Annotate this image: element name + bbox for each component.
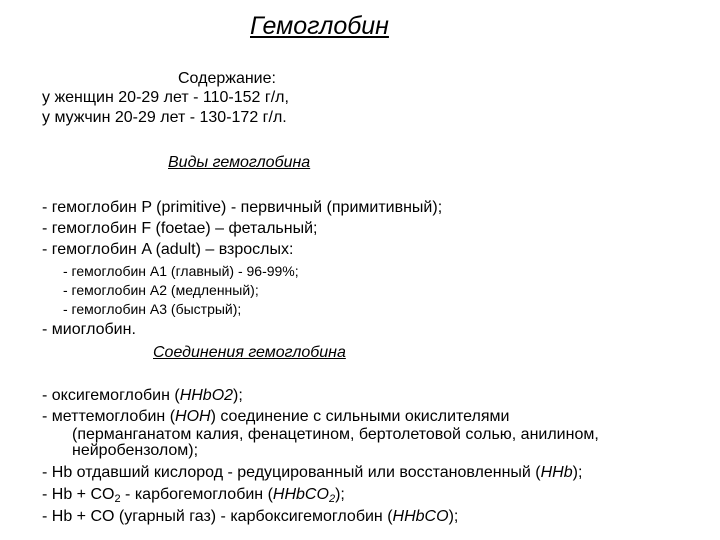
compound-carboxyhemoglobin: - Hb + CO (угарный газ) - карбоксигемоглобин (HHbCO); [42, 508, 459, 525]
types-item-adult: - гемоглобин A (adult) – взрослых: [42, 241, 294, 258]
compound-met-cont2: нейробензолом); [72, 442, 199, 459]
page-title: Гемоглобин [250, 12, 389, 40]
compound-met: - меттемоглобин (HOH) соединение с сильными окислителями [42, 408, 510, 425]
compound-reduced: - Hb отдавший кислород - редуцированный или восстановленный (HHb); [42, 464, 583, 481]
content-men: у мужчин 20-29 лет - 130-172 г/л. [42, 109, 287, 126]
types-subitem-a2: - гемоглобин A2 (медленный); [63, 282, 259, 298]
compound-carbohemoglobin: - $Hb + CO_2$ - карбогемоглобин (HHbCO$_2$); [42, 486, 345, 505]
types-heading: Виды гемоглобина [168, 154, 311, 171]
compounds-heading: Соединения гемоглобина [153, 344, 346, 361]
content-women: у женщин 20-29 лет - 110-152 г/л, [42, 89, 289, 106]
compound-met-cont1: (перманганатом калия, фенацетином, бертолетовой солью, анилином, [72, 426, 599, 443]
types-item-primitive: - гемоглобин P (primitive) - первичный (примитивный); [42, 199, 443, 216]
compound-oxy: - оксигемоглобин (HHbO2); [42, 387, 243, 404]
types-item-foetal: - гемоглобин F (foetae) – фетальный; [42, 220, 318, 237]
content-heading: Содержание: [178, 70, 276, 87]
types-subitem-a3: - гемоглобин A3 (быстрый); [63, 301, 242, 317]
types-subitem-a1: - гемоглобин A1 (главный) - 96-99%; [63, 263, 299, 279]
types-item-myoglobin: - миоглобин. [42, 321, 136, 338]
